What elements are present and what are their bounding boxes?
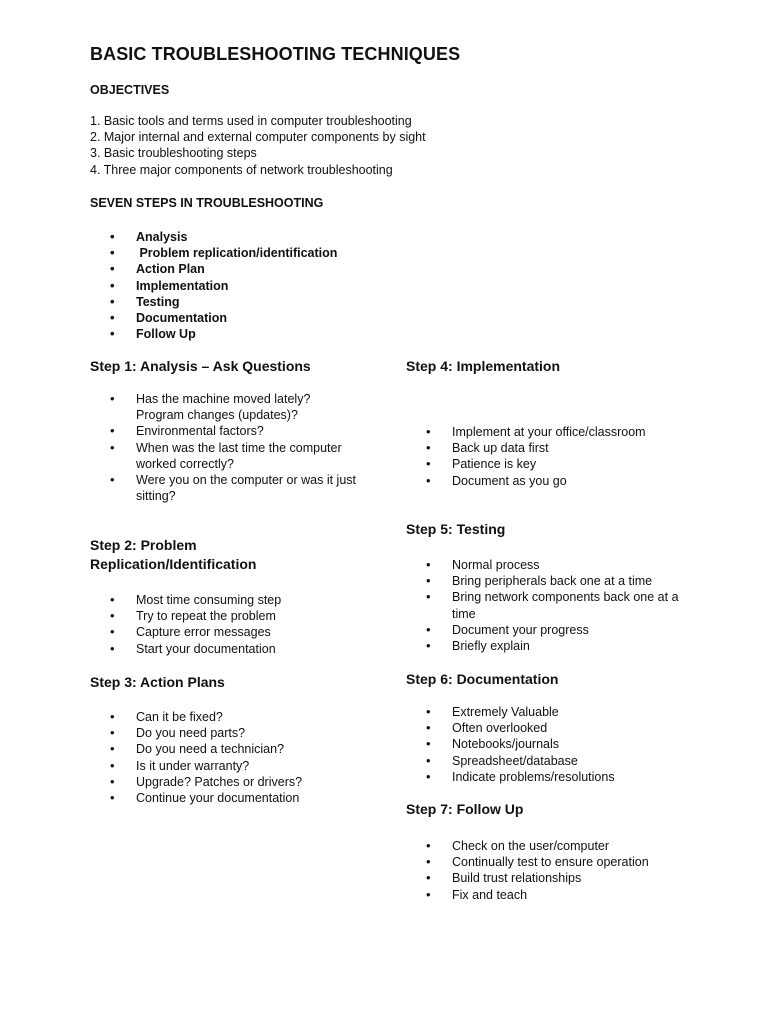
- step4-item: • Document as you go: [406, 473, 706, 489]
- step5-heading: Step 5: Testing: [406, 521, 506, 537]
- step3-item: • Is it under warranty?: [90, 758, 380, 774]
- step2-item: • Most time consuming step: [90, 592, 380, 608]
- step4-item: • Implement at your office/classroom: [406, 424, 706, 440]
- step4-item: • Back up data first: [406, 440, 706, 456]
- step4-list: [406, 424, 706, 489]
- step7-item: • Check on the user/computer: [406, 838, 706, 854]
- step6-heading: Step 6: Documentation: [406, 671, 559, 687]
- step5-item: • Briefly explain: [406, 638, 696, 654]
- step2-item: • Capture error messages: [90, 624, 380, 640]
- step7-item: • Continually test to ensure operation: [406, 854, 706, 870]
- seven-steps-item: • Problem replication/identification: [90, 245, 380, 261]
- objective-item: 4. Three major components of network troubleshooting: [90, 162, 393, 177]
- step2-item: • Try to repeat the problem: [90, 608, 380, 624]
- step7-item: • Build trust relationships: [406, 870, 706, 886]
- seven-steps-item: • Analysis: [90, 229, 380, 245]
- step3-heading: Step 3: Action Plans: [90, 674, 225, 690]
- step2-heading: [90, 536, 380, 574]
- step6-item: • Notebooks/journals: [406, 736, 706, 752]
- step1-item: • Environmental factors?: [90, 423, 360, 439]
- step3-list: [90, 709, 380, 806]
- step6-item: • Indicate problems/resolutions: [406, 769, 706, 785]
- step5-item: • Document your progress: [406, 622, 696, 638]
- step1-heading: Step 1: Analysis – Ask Questions: [90, 358, 311, 374]
- step5-list: [406, 557, 696, 654]
- step6-item: • Often overlooked: [406, 720, 706, 736]
- step5-item: • Normal process: [406, 557, 696, 573]
- step6-item: • Extremely Valuable: [406, 704, 706, 720]
- step4-heading: Step 4: Implementation: [406, 358, 561, 374]
- objectives-list: [90, 113, 426, 178]
- objective-item: 3. Basic troubleshooting steps: [90, 146, 257, 161]
- step3-item: • Can it be fixed?: [90, 709, 380, 725]
- seven-steps-item: • Action Plan: [90, 261, 380, 277]
- seven-steps-list: [90, 229, 380, 342]
- step6-list: [406, 704, 706, 785]
- objectives-heading: OBJECTIVES: [90, 83, 170, 97]
- step2-item: • Start your documentation: [90, 641, 380, 657]
- objective-item: 1. Basic tools and terms used in computer troubleshooting: [90, 114, 412, 128]
- seven-steps-item: • Follow Up: [90, 326, 380, 342]
- step1-item: • Has the machine moved lately? Program changes (updates)?: [90, 391, 360, 423]
- step3-item: • Do you need a technician?: [90, 741, 380, 757]
- step7-heading: Step 7: Follow Up: [406, 801, 524, 817]
- step1-item: • When was the last time the computer worked correctly?: [90, 440, 360, 472]
- step4-item: • Patience is key: [406, 456, 706, 472]
- step1-item: • Were you on the computer or was it just sitting?: [90, 472, 360, 504]
- seven-steps-item: • Documentation: [90, 310, 380, 326]
- seven-steps-item: • Implementation: [90, 278, 380, 294]
- step3-item: • Do you need parts?: [90, 725, 380, 741]
- step7-list: [406, 838, 706, 903]
- step2-heading-line1: Step 2: Problem: [90, 537, 197, 553]
- step1-list: [90, 391, 360, 504]
- seven-steps-heading: SEVEN STEPS IN TROUBLESHOOTING: [90, 196, 324, 210]
- seven-steps-item: • Testing: [90, 294, 380, 310]
- step3-item: • Continue your documentation: [90, 790, 380, 806]
- step6-item: • Spreadsheet/database: [406, 753, 706, 769]
- step5-item: • Bring peripherals back one at a time: [406, 573, 696, 589]
- step5-item: • Bring network components back one at a time: [406, 589, 696, 621]
- step2-heading-line2: Replication/Identification: [90, 556, 257, 572]
- step2-list: [90, 592, 380, 657]
- document-title: BASIC TROUBLESHOOTING TECHNIQUES: [90, 44, 461, 64]
- step3-item: • Upgrade? Patches or drivers?: [90, 774, 380, 790]
- step7-item: • Fix and teach: [406, 887, 706, 903]
- objective-item: 2. Major internal and external computer components by sight: [90, 130, 426, 145]
